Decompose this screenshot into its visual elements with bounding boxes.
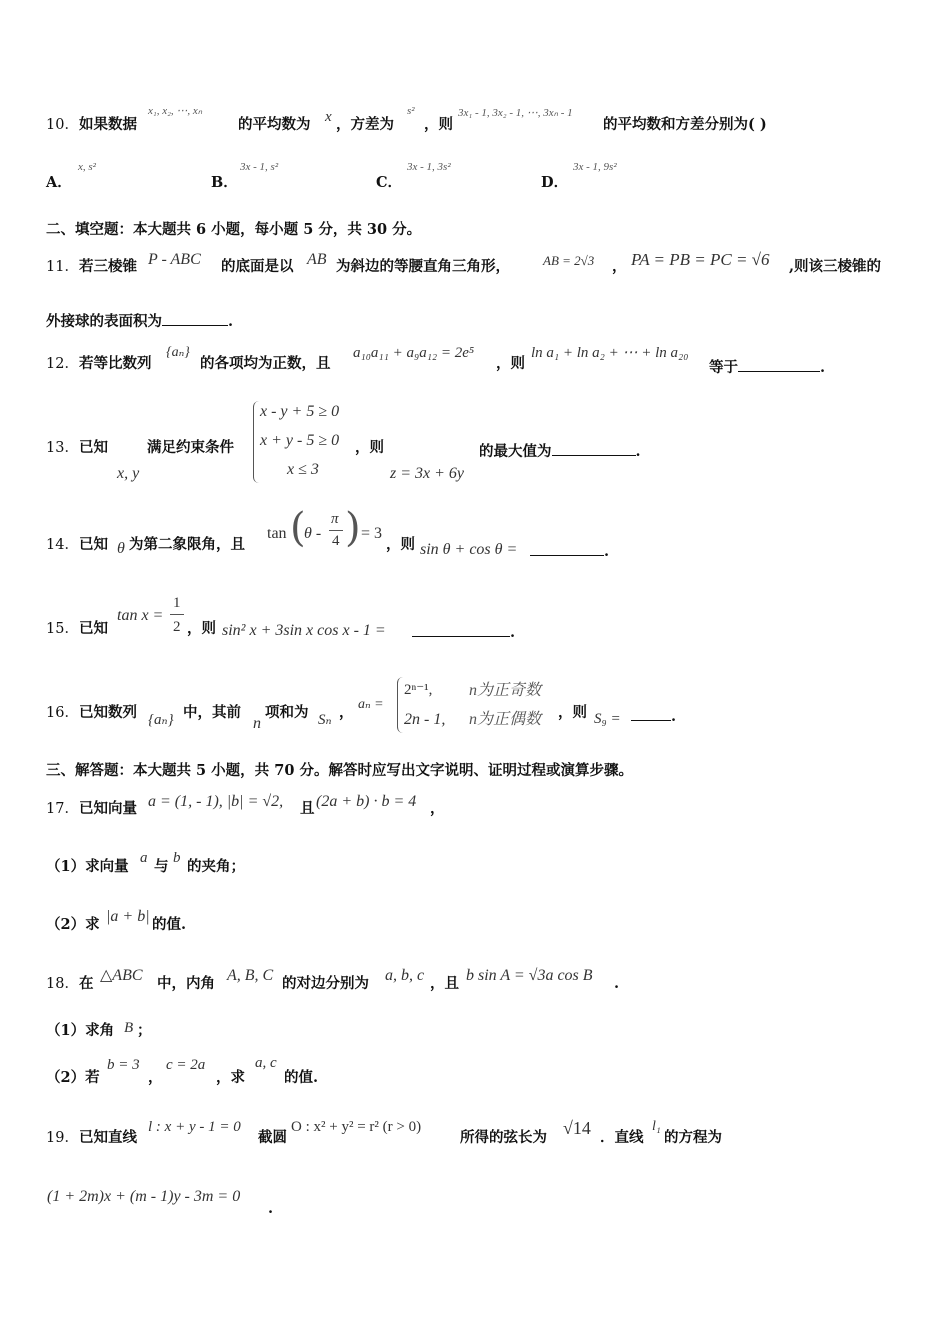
math-denominator: 2 xyxy=(173,619,181,635)
part-18-1 xyxy=(46,1024,114,1039)
question-18 xyxy=(46,977,93,992)
question-text: 已知 xyxy=(78,439,108,456)
question-13-answer xyxy=(479,441,641,460)
math-data-list: x₁, x₂, ⋯, xₙ xyxy=(148,105,203,117)
question-text: ，则 xyxy=(386,536,415,553)
question-text: ，且 xyxy=(430,975,459,992)
question-14-answer xyxy=(530,541,609,560)
question-text: 的底面是以 xyxy=(221,258,294,275)
period: . xyxy=(614,975,620,992)
option-d-label[interactable]: D． xyxy=(541,174,569,191)
option-b-label[interactable]: B． xyxy=(211,174,238,191)
math-pi: π xyxy=(331,511,339,527)
question-text: 已知直线 xyxy=(78,1129,137,1146)
question-number: 12． xyxy=(46,356,79,372)
question-text: 的各项均为正数，且 xyxy=(200,355,331,372)
case-2-formula: 2n - 1, xyxy=(404,711,446,728)
math-condition: b sin A = √3a cos B xyxy=(466,967,593,984)
math-lateral-edges: PA = PB = PC = √6 xyxy=(631,250,770,269)
math-theta-minus: θ - xyxy=(304,525,322,542)
constraint-1: x - y + 5 ≥ 0 xyxy=(260,403,340,420)
question-text: 的最大值为 xyxy=(479,443,552,460)
question-text: 已知 xyxy=(78,536,108,553)
question-text: ， xyxy=(612,258,627,275)
question-text: 外接球的表面积为 xyxy=(46,313,162,330)
question-text: 等于 xyxy=(709,359,738,376)
option-a-label[interactable]: A． xyxy=(46,174,72,191)
question-number: 10． xyxy=(46,117,79,133)
math-geometric-sequence: {aₙ} xyxy=(166,345,190,360)
part-18-2 xyxy=(46,1071,100,1086)
math-pyramid: P - ABC xyxy=(148,251,201,268)
question-14 xyxy=(46,538,108,553)
math-variance: s² xyxy=(407,105,415,117)
question-text: 中，内角 xyxy=(157,975,215,992)
section-heading-fill-in: 二、填空题：本大题共 6 小题，每小题 5 分，共 30 分。 xyxy=(46,221,422,238)
option-c-math: 3x - 1, 3s² xyxy=(407,161,451,173)
math-angles: A, B, C xyxy=(227,967,274,984)
part-text: ，求 xyxy=(216,1069,245,1086)
option-b-math: 3x - 1, s² xyxy=(240,161,279,173)
math-chord-length: √14 xyxy=(563,1118,591,1138)
math-log-sum: ln a₁ + ln a₂ + ⋯ + ln a₂₀ xyxy=(531,345,689,361)
answer-blank[interactable] xyxy=(631,706,671,721)
question-text: 的平均数和方差分别为( ) xyxy=(603,116,767,133)
section-heading-solutions: 三、解答题：本大题共 5 小题，共 70 分。解答时应写出文字说明、证明过程或演算步骤。 xyxy=(46,762,633,779)
fraction-bar xyxy=(170,614,184,615)
question-17 xyxy=(46,802,137,817)
question-text: 已知 xyxy=(78,620,108,637)
answer-blank[interactable] xyxy=(530,541,604,556)
math-sides: a, b, c xyxy=(385,967,425,984)
question-15-answer xyxy=(412,622,515,641)
question-text: 在 xyxy=(78,975,94,992)
question-text: ．直线 xyxy=(600,1129,644,1146)
question-text: 截圆 xyxy=(258,1129,287,1146)
case-1-formula: 2ⁿ⁻¹, xyxy=(404,682,433,698)
question-text: ，则 xyxy=(424,116,453,133)
part-text: （1）求向量 xyxy=(46,858,129,875)
math-transformed-data: 3x₁ - 1, 3x₂ - 1, ⋯, 3xₙ - 1 xyxy=(458,107,573,119)
math-n: n xyxy=(253,715,261,732)
question-text: 所得的弦长为 xyxy=(460,1129,547,1146)
question-11-cont xyxy=(46,311,233,330)
math-sum: Sₙ xyxy=(318,712,332,728)
option-a-math: x, s² xyxy=(78,161,96,173)
answer-blank[interactable] xyxy=(162,311,228,326)
question-19 xyxy=(46,1131,137,1146)
question-13 xyxy=(46,441,108,456)
math-theta: θ xyxy=(117,540,125,557)
math-line-l1: l₁ xyxy=(652,1119,661,1134)
question-text: 且 xyxy=(300,800,315,817)
part-text: 的夹角； xyxy=(187,858,245,875)
question-text: 的平均数为 xyxy=(238,116,311,133)
question-number: 19． xyxy=(46,1130,79,1146)
question-text: 为第二象限角，且 xyxy=(129,536,245,553)
period: . xyxy=(635,443,641,460)
right-paren: ) xyxy=(345,505,361,551)
period: . xyxy=(604,543,610,560)
question-12 xyxy=(46,357,151,372)
question-16 xyxy=(46,706,137,721)
math-line-l: l : x + y - 1 = 0 xyxy=(148,1119,241,1135)
part-text: ； xyxy=(137,1022,152,1039)
math-objective: z = 3x + 6y xyxy=(390,465,465,482)
question-number: 11． xyxy=(46,259,79,275)
part-text: （2）若 xyxy=(46,1069,100,1086)
part-text: 的值. xyxy=(152,916,187,933)
question-text: 的方程为 xyxy=(664,1129,722,1146)
math-tan-x: tan x = xyxy=(117,607,164,624)
math-mean: x xyxy=(325,109,332,125)
question-text: 如果数据 xyxy=(78,116,137,133)
question-text: 已知数列 xyxy=(78,704,137,721)
math-c-relation: c = 2a xyxy=(166,1057,206,1073)
math-tan: tan xyxy=(267,525,287,542)
question-text: ，则 xyxy=(355,439,384,456)
math-sin-plus-cos: sin θ + cos θ = xyxy=(420,541,518,558)
question-number: 17． xyxy=(46,801,79,817)
fraction-bar xyxy=(329,530,343,531)
answer-blank[interactable] xyxy=(412,622,510,637)
math-expression: sin² x + 3sin x cos x - 1 = xyxy=(222,622,386,639)
math-equals-three: = 3 xyxy=(361,525,383,542)
part-text: 与 xyxy=(154,858,169,875)
part-text: ， xyxy=(148,1069,163,1086)
question-text: 中，其前 xyxy=(183,704,241,721)
math-unknowns: a, c xyxy=(255,1055,277,1071)
question-text: 若等比数列 xyxy=(78,355,152,372)
math-dot-condition: (2a + b) · b = 4 xyxy=(316,793,417,810)
period: . xyxy=(510,624,516,641)
question-text: 已知向量 xyxy=(78,800,137,817)
math-vectors: a = (1, - 1), |b| = √2, xyxy=(148,793,284,810)
math-variables: x, y xyxy=(117,465,140,482)
math-s9: S₉ = xyxy=(594,711,621,727)
part-text: （2）求 xyxy=(46,916,100,933)
math-ab-length: AB = 2√3 xyxy=(543,253,595,268)
constraint-brace xyxy=(253,401,260,483)
question-text: ，则 xyxy=(187,620,216,637)
question-10 xyxy=(46,118,137,133)
math-sequence: {aₙ} xyxy=(148,712,174,728)
math-line-l1-equation: (1 + 2m)x + (m - 1)y - 3m = 0 xyxy=(47,1188,241,1205)
case-2-condition: n为正偶数 xyxy=(469,711,542,728)
option-d-math: 3x - 1, 9s² xyxy=(573,161,617,173)
question-text: 的对边分别为 xyxy=(282,975,369,992)
math-vector-a: a xyxy=(140,850,148,866)
question-text: ， xyxy=(430,800,445,817)
question-15 xyxy=(46,622,108,637)
answer-blank[interactable] xyxy=(738,357,820,372)
question-text: ，则 xyxy=(558,704,587,721)
part-text: 的值. xyxy=(284,1069,319,1086)
math-four: 4 xyxy=(332,533,340,549)
question-text: 为斜边的等腰直角三角形， xyxy=(336,258,510,275)
period: . xyxy=(671,708,677,725)
question-11 xyxy=(46,260,137,275)
constraint-2: x + y - 5 ≥ 0 xyxy=(260,432,340,449)
case-1-condition: n为正奇数 xyxy=(469,682,542,699)
question-number: 18． xyxy=(46,976,79,992)
period: . xyxy=(228,313,234,330)
question-text: ，则 xyxy=(496,355,525,372)
question-text: ，方差为 xyxy=(336,116,394,133)
option-c-label[interactable]: C． xyxy=(376,174,403,191)
math-b-value: b = 3 xyxy=(107,1057,140,1073)
constraint-3: x ≤ 3 xyxy=(287,461,319,478)
math-condition: a₁₀a₁₁ + a₉a₁₂ = 2e⁵ xyxy=(353,345,475,361)
question-text: ， xyxy=(339,704,354,721)
part-17-2 xyxy=(46,918,100,933)
math-a-n: aₙ = xyxy=(358,697,384,712)
question-number: 15． xyxy=(46,621,79,637)
math-vector-b: b xyxy=(173,850,181,866)
answer-blank[interactable] xyxy=(552,441,636,456)
math-magnitude: |a + b| xyxy=(106,908,150,925)
piecewise-brace xyxy=(397,677,404,733)
question-text: 项和为 xyxy=(265,704,309,721)
question-number: 13． xyxy=(46,440,79,456)
question-12-answer xyxy=(709,357,825,376)
period: . xyxy=(268,1200,274,1217)
part-text: （1）求角 xyxy=(46,1022,115,1039)
math-numerator: 1 xyxy=(173,595,181,611)
math-angle-b: B xyxy=(124,1020,134,1036)
question-text: 满足约束条件 xyxy=(147,439,234,456)
math-triangle: △ABC xyxy=(100,967,143,984)
part-17-1 xyxy=(46,860,129,875)
question-number: 16． xyxy=(46,705,79,721)
question-text: ,则该三棱锥的 xyxy=(789,258,882,275)
math-circle: O : x² + y² = r² (r > 0) xyxy=(291,1119,422,1135)
question-text: 若三棱锥 xyxy=(78,258,137,275)
question-16-answer xyxy=(631,706,676,725)
left-paren: ( xyxy=(290,505,306,551)
question-number: 14． xyxy=(46,537,79,553)
math-hypotenuse: AB xyxy=(307,251,327,268)
period: . xyxy=(820,359,826,376)
